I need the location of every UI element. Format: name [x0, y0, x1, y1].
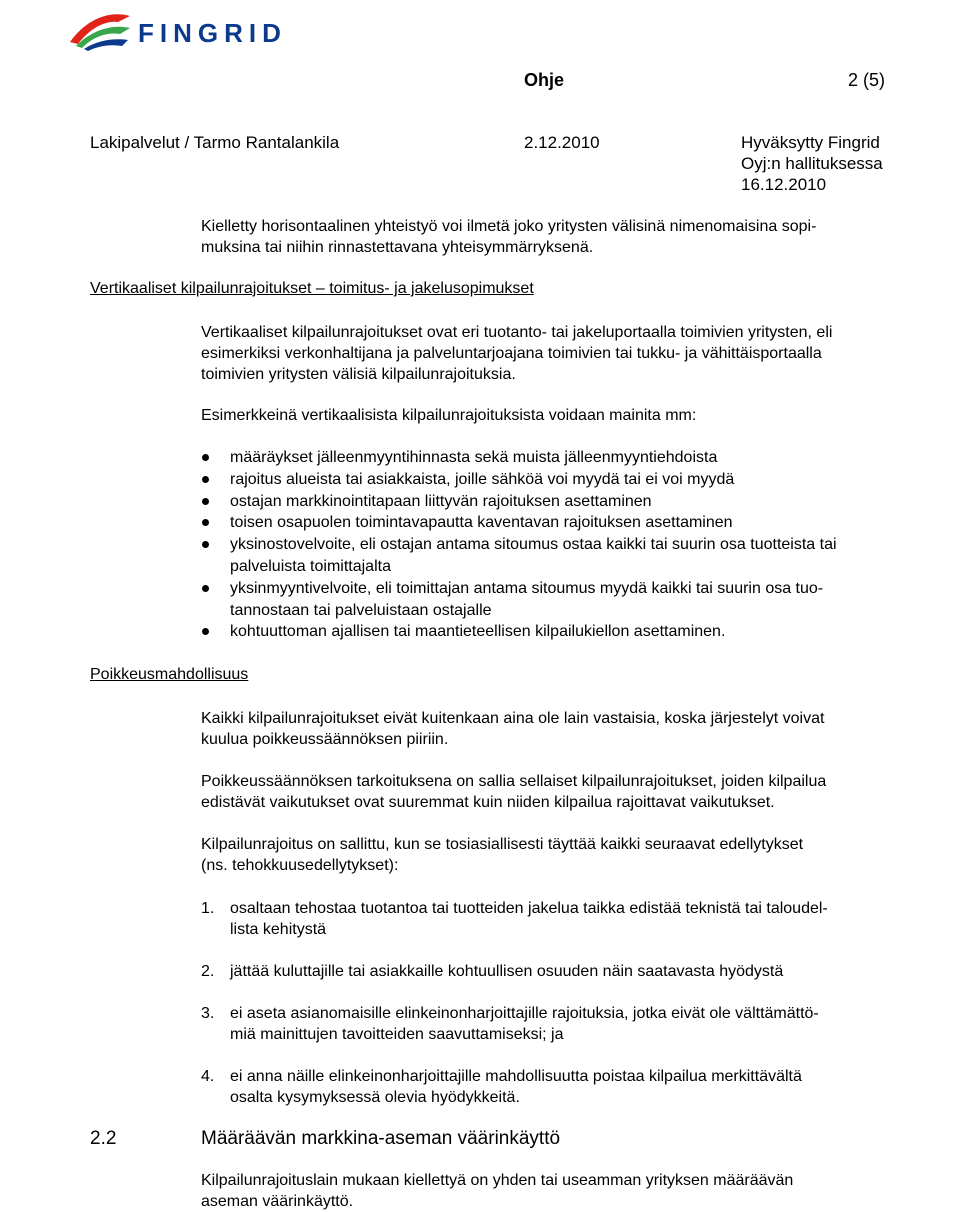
list-item [201, 469, 837, 491]
text-line: edistävät vaikutukset ovat suuremmat kuin niiden kilpailua rajoittavat vaikutukset. [201, 794, 775, 811]
text-line: lista kehitystä [230, 921, 327, 938]
text-line: osalta kysymyksessä olevia hyödykkeitä. [230, 1089, 520, 1106]
author: Lakipalvelut / Tarmo Rantalankila [90, 133, 340, 152]
bullet-icon [202, 585, 209, 592]
bullet-icon [202, 519, 209, 526]
condition-text [230, 1003, 819, 1045]
condition-text [230, 898, 828, 940]
section-heading-exceptions: Poikkeusmahdollisuus [90, 666, 249, 683]
intro-paragraph [201, 216, 936, 258]
section-title: Määräävän markkina-aseman väärinkäyttö [201, 1128, 561, 1149]
vertical-paragraph-1 [201, 322, 936, 385]
list-item-text: kohtuuttoman ajallisen tai maantieteellisen kilpailukiellon asettaminen. [230, 623, 726, 641]
section-heading-vertical: Vertikaaliset kilpailunrajoitukset – toimitus- ja jakelusopimukset [90, 280, 534, 297]
approval-line-1: Hyväksytty Fingrid [741, 133, 880, 152]
text-line: muksina tai niihin rinnastettavana yhteisymmärryksenä. [201, 239, 594, 256]
condition-text [230, 1066, 802, 1108]
bullet-icon [202, 454, 209, 461]
text-line: Esimerkkeinä vertikaalisista kilpailunrajoituksista voidaan mainita mm: [201, 407, 697, 424]
vertical-paragraph-2 [201, 405, 936, 426]
bullet-icon [202, 541, 209, 548]
list-item [201, 447, 837, 469]
list-item-text: toisen osapuolen toimintavapautta kaventavan rajoituksen asettaminen [230, 514, 733, 532]
logo-swoosh-blue [84, 39, 128, 51]
list-item-text: yksinostovelvoite, eli ostajan antama sitoumus ostaa kaikki tai suurin osa tuotteista tai [230, 536, 837, 554]
text-line: ei anna näille elinkeinonharjoittajille mahdollisuutta poistaa kilpailua merkittävältä [230, 1068, 802, 1085]
exceptions-paragraph-1 [201, 708, 936, 750]
list-item [201, 621, 837, 643]
list-item-text: määräykset jälleenmyyntihinnasta sekä muista jälleenmyyntiehdoista [230, 449, 718, 466]
bullet-icon [202, 628, 209, 635]
text-line: jättää kuluttajille tai asiakkaille kohtuullisen osuuden näin saatavasta hyödystä [230, 963, 784, 980]
exceptions-paragraph-3 [201, 834, 936, 876]
list-item [201, 578, 837, 622]
text-line: Kilpailunrajoituslain mukaan kiellettyä on yhden tai useamman yrityksen määräävän [201, 1172, 794, 1189]
condition-text [230, 961, 783, 982]
logo-text: FINGRID [138, 18, 287, 48]
list-item-text: yksinmyyntivelvoite, eli toimittajan antama sitoumus myydä kaikki tai suurin osa tuo- [230, 579, 824, 597]
list-item-text: ostajan markkinointitapaan liittyvän rajoituksen asettaminen [230, 492, 652, 510]
page-number: 2 (5) [848, 70, 886, 90]
list-item [201, 491, 837, 513]
logo-mark [70, 14, 130, 51]
text-line: (ns. tehokkuusedellytykset): [201, 857, 399, 874]
section-2-2-paragraph [201, 1170, 936, 1212]
fingrid-logo [68, 2, 298, 52]
text-line: kuulua poikkeussäännöksen piiriin. [201, 731, 449, 748]
list-item-text-continued: tannostaan tai palveluistaan ostajalle [230, 601, 492, 619]
text-line: ei aseta asianomaisille elinkeinonharjoittajille rajoituksia, jotka eivät ole välttämättö- [230, 1005, 819, 1022]
condition-number: 4. [201, 1068, 215, 1085]
list-item-text-continued: palveluista toimittajalta [230, 557, 391, 575]
text-line: osaltaan tehostaa tuotantoa tai tuotteiden jakelua taikka edistää teknistä tai taloudel- [230, 900, 828, 917]
document-type: Ohje [524, 70, 565, 90]
bullet-icon [202, 476, 209, 483]
text-line: miä mainittujen tavoitteiden saavuttamiseksi; ja [230, 1026, 564, 1043]
approval-line-3: 16.12.2010 [741, 175, 827, 194]
list-item [201, 512, 837, 534]
text-line: toimivien yritysten välisiä kilpailunrajoituksia. [201, 366, 516, 383]
list-item-text: rajoitus alueista tai asiakkaista, joille sähköä voi myydä tai ei voi myydä [230, 470, 735, 488]
condition-number: 1. [201, 900, 215, 917]
text-line: Kaikki kilpailunrajoitukset eivät kuitenkaan aina ole lain vastaisia, koska järjestelyt voivat [201, 710, 825, 727]
vertical-examples-list [201, 447, 837, 643]
list-item [201, 534, 837, 578]
document-date: 2.12.2010 [524, 133, 600, 152]
condition-number: 3. [201, 1005, 215, 1022]
text-line: esimerkiksi verkonhaltijana ja palveluntarjoajana toimivien tai tukku- ja vähittäisportaalla [201, 345, 822, 362]
text-line: Poikkeussäännöksen tarkoituksena on sallia sellaiset kilpailunrajoitukset, joiden kilpailua [201, 773, 827, 790]
approval-line-2: Oyj:n hallituksessa [741, 154, 883, 173]
exceptions-paragraph-2 [201, 771, 936, 813]
text-line: Kielletty horisontaalinen yhteistyö voi ilmetä joko yritysten välisinä nimenomaisina sopi- [201, 218, 817, 235]
text-line: Vertikaaliset kilpailunrajoitukset ovat eri tuotanto- tai jakeluportaalla toimivien yritysten, eli [201, 324, 833, 341]
condition-number: 2. [201, 963, 215, 980]
bullet-icon [202, 498, 209, 505]
text-line: Kilpailunrajoitus on sallittu, kun se tosiasiallisesti täyttää kaikki seuraavat edellytykset [201, 836, 804, 853]
text-line: aseman väärinkäyttö. [201, 1193, 354, 1210]
section-number: 2.2 [90, 1128, 117, 1149]
